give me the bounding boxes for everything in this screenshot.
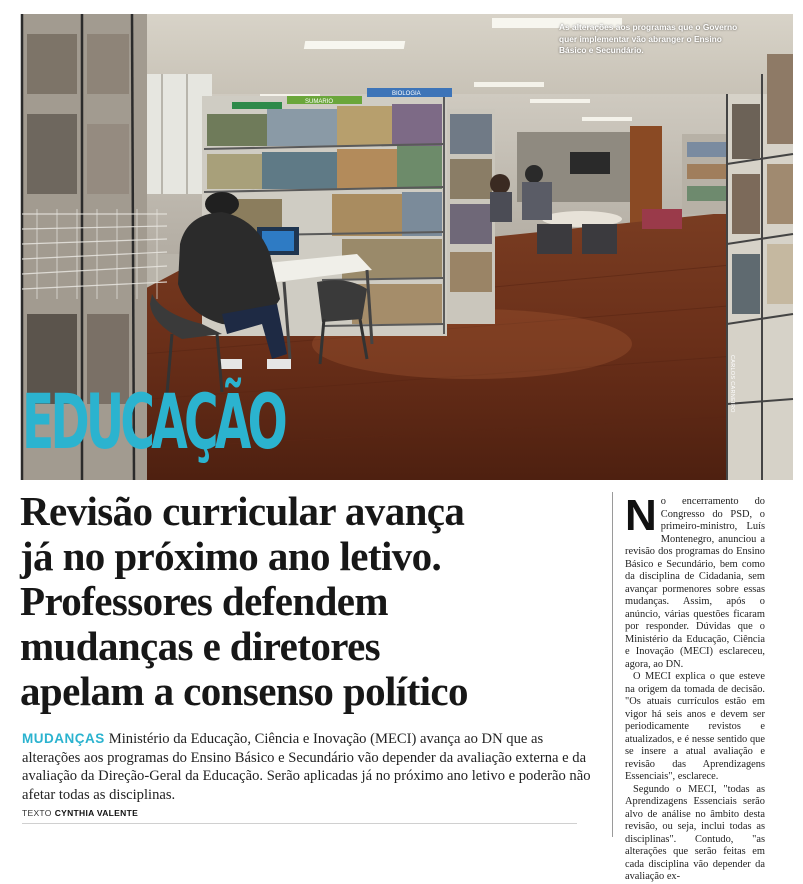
byline-label: TEXTO <box>22 808 52 818</box>
lead-paragraph <box>22 730 602 804</box>
body-paragraph <box>625 491 765 671</box>
photo-credit: CARLOS CARNEIRO <box>729 355 735 413</box>
body-paragraph-text: o encerramento do Congresso do PSD, o primeiro-ministro, Luís Montenegro, anunciou a revisão dos programas do Ensino Básico e Secundário, bem como da disciplina de Cidadania, sem avançar pormenores sobre essas mudanças. Assim, após o anúncio, várias questões ficaram por responder. Dúvidas que o Ministério da Educação, Ciência e Inovação (MECI) esclareceu, agora, ao DN. <box>625 496 765 670</box>
byline-divider <box>22 823 577 824</box>
shelf-sign-label: SUMARIO <box>305 99 334 105</box>
headline-line: mudanças e diretores <box>20 623 381 669</box>
photo-caption: As alterações aos programas que o Governo quer implementar vão abranger o Ensino Básico e Secundário. <box>559 22 738 55</box>
byline-author: CYNTHIA VALENTE <box>54 808 139 818</box>
body-column <box>625 491 765 884</box>
headline-line: Professores defendem <box>20 578 388 624</box>
byline <box>22 808 138 818</box>
shelf-sign-label: BIOLOGIA <box>392 91 421 97</box>
section-title: EDUCAÇÃO <box>22 377 284 466</box>
headline-line: já no próximo ano letivo. <box>20 533 442 579</box>
drop-cap: N <box>625 491 657 540</box>
headline <box>20 489 610 714</box>
lead-text: Ministério da Educação, Ciência e Inovação (MECI) avança ao DN que as alterações aos programas do Ensino Básico e Secundário vão depender da avaliação externa e da avaliação da Direção-Geral da Educação. Serão aplicadas já no próximo ano letivo e poderão não afetar todas as disciplinas. <box>22 731 591 803</box>
body-paragraph: Segundo o MECI, "todas as Aprendizagens Essenciais serão alvo de análise no âmbito desta revisão, ou seja, inclui todas as disciplinas". Contudo, "as alterações que serão feitas em cada disciplina vão depender da avaliação ex- <box>625 783 765 882</box>
headline-line: Revisão curricular avança <box>20 488 465 534</box>
body-paragraph: O MECI explica o que esteve na origem da tomada de decisão. "Os atuais currículos estão em vigor há seis anos e devem ser periodicamente revistos e atualizados, e é nesse sentido que se insere a atual avaliação e revisão das Aprendizagens Essenciais", esclarece. <box>625 671 765 782</box>
lead-kicker: MUDANÇAS <box>22 731 105 746</box>
column-divider <box>612 492 613 837</box>
headline-line: apelam a consenso político <box>20 668 468 714</box>
